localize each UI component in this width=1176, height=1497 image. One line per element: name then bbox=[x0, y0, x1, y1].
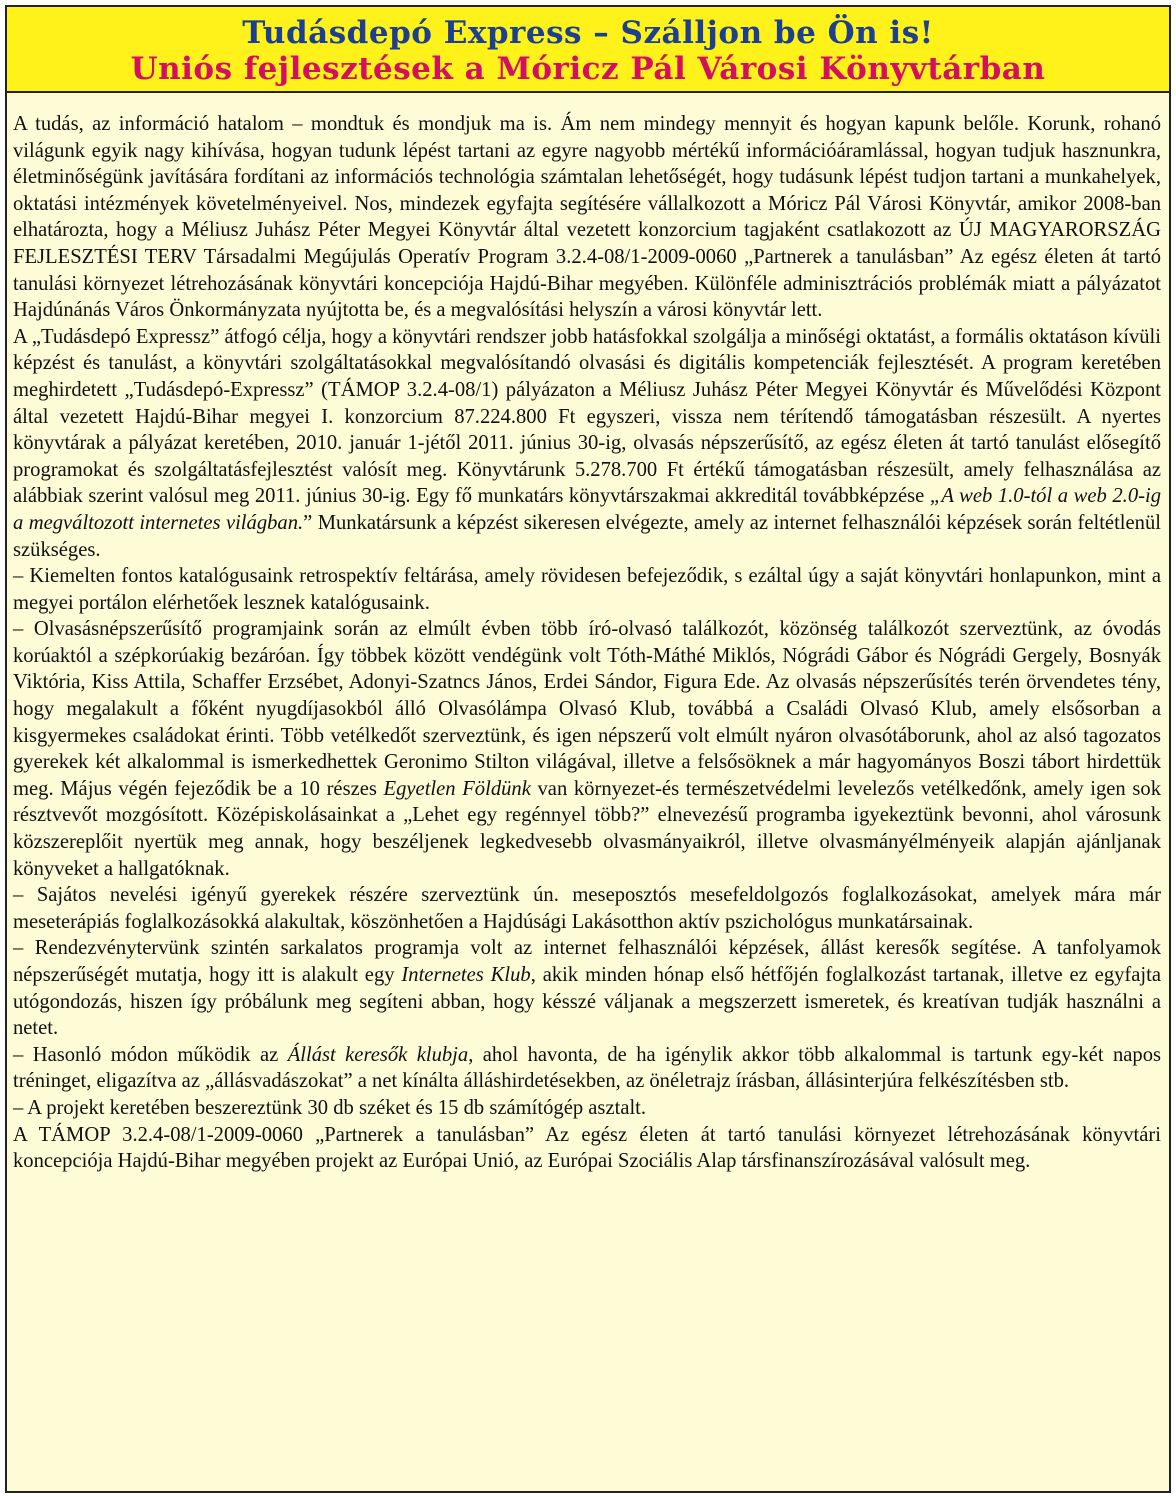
article-frame bbox=[5, 5, 1171, 1493]
paragraph-funding: A TÁMOP 3.2.4-08/1-2009-0060 „Partnerek a tanulásban” Az egész életen át tartó tanulási környezet létrehozásának könyvtári koncepciója Hajdú-Bihar megyében projekt az Európai Unió, az Európai Szociális Alap társfinanszírozásával valósult meg. bbox=[13, 1123, 1161, 1173]
article-header bbox=[7, 7, 1169, 93]
paragraph-catalog: – Kiemelten fontos katalógusaink retrospektív feltárása, amely rövidesen befejeződik, s ezáltal úgy a saját könyvtári honlapunkon, mint a megyei portálon elérhetőek lesznek katalógusaink. bbox=[13, 565, 1161, 614]
paragraph-text: , ahol havonta, de ha igénylik akkor több alkalommal is tartunk egy-két napos tréninget, eligazítva az „állásvadászokat” a net kínálta álláshirdetésekben, az önéletrajz írásban, állásinterjúra felkészítésben stb. bbox=[13, 1043, 1161, 1093]
paragraph-job-seekers bbox=[13, 1042, 1161, 1095]
paragraph-text: van környezet-és természetvédelmi levelezős vetélkedőnk, amely igen sok résztvevőt mozgósított. Középiskolásainkat a „Lehet egy regénnyel több?” elnevezésű programba igyekeztünk bevonni, ahol városunk közszereplőit nyertük meg annak, hogy beszéljenek legkedvesebb olvasmányaikról, illetve olvasmányélményeik alapján ajánljanak könyveket a hallgatóknak. bbox=[13, 777, 1161, 880]
article-subtitle: Uniós fejlesztések a Móricz Pál Városi Könyvtárban bbox=[130, 51, 1046, 87]
article-title: Tudásdepó Express – Szálljon be Ön is! bbox=[242, 15, 934, 51]
paragraph-special-needs: – Sajátos nevelési igényű gyerekek részére szerveztünk ún. meseposztós mesefeldolgozós foglalkozásokat, amelyek mára már meseterápiás foglalkozásokká alakultak, köszönhetően a Hajdúsági Lakásotthon aktív pszichológus munkatársainak. bbox=[13, 884, 1161, 933]
paragraph-text: – Olvasásnépszerűsítő programjaink során az elmúlt évben több író-olvasó találkozót, közönség találkozót szerveztünk, az óvodás korúaktól a szépkorúakig bezáróan. Így többek között vendégünk volt Tóth-Máthé Miklós, Nógrádi Gábor és Nógrádi Gergely, Bosnyák Viktória, Kiss Attila, Schaffer Erzsébet, Adonyi-Szatncs János, Erdei Sándor, Figura Ede. Az olvasás népszerűsítés terén örvendetes tény, hogy megalakult a főként nyugdíjasokból álló Olvasólámpa Olvasó Klub, továbbá a Családi Olvasó Klub, amely elsősorban a kisgyermekes családokat érinti. Több vetélkedőt szerveztünk, és igen népszerű volt elmúlt nyáron olvasótáborunk, ahol az alsó tagozatos gyerekek két alkalommal is ismerkedhettek Geronimo Stilton világával, illetve a felsősöknek a már hagyományos Boszi tábort hirdettük meg. Május végén fejeződik be a 10 részes bbox=[13, 618, 1161, 800]
paragraph-intro: A tudás, az információ hatalom – mondtuk és mondjuk ma is. Ám nem mindegy mennyit és hogyan kapunk belőle. Korunk, rohanó világunk egyik nagy kihívása, hogyan tudunk lépést tartani az egyre nagyobb mértékű információáramlással, hogyan tudjuk hasznunkra, életminőségünk javítására fordítani az információs technológia számtalan lehetőségét, hogy tudásunk lépést tudjon tartani a munkahelyek, oktatási intézmények követelményeivel. Nos, mindezek egyfajta segítésére vállalkozott a Móricz Pál Városi Könyvtár, amikor 2008-ban elhatározta, hogy a Méliusz Juhász Péter Megyei Könyvtár által vezetett konzorcium tagjaként csatlakozott az ÚJ MAGYARORSZÁG FEJLESZTÉSI TERV Társadalmi Megújulás Operatív Program 3.2.4-08/1-2009-0060 „Partnerek a tanulásban” Az egész életen át tartó tanulási környezet létrehozásának könyvtári koncepciója Hajdú-Bihar megyében. Különféle adminisztrációs problémák miatt a pályázatot Hajdúnánás Város Önkormányzata nyújtotta be, és a megvalósítási helyszín a városi könyvtár lett. bbox=[13, 113, 1161, 322]
paragraph-text: ” Munkatársunk a képzést sikeresen elvégezte, amely az internet felhasználói képzések során feltétlenül szükséges. bbox=[13, 511, 1161, 561]
paragraph-equipment: – A projekt keretében beszereztünk 30 db széket és 15 db számítógép asztalt. bbox=[13, 1096, 647, 1119]
club-name: Internetes Klub bbox=[401, 964, 531, 986]
contest-title: Egyetlen Földünk bbox=[383, 777, 531, 800]
paragraph-internet-training bbox=[13, 935, 1161, 1041]
paragraph-program-goal bbox=[13, 324, 1161, 563]
paragraph-text: – Rendezvénytervünk szintén sarkalatos programja volt az internet felhasználói képzések, állást keresők segítése. A tanfolyamok népszerűségét mutatja, hogy itt is alakult egy bbox=[13, 937, 1161, 986]
paragraph-reading-programs bbox=[13, 616, 1161, 882]
paragraph-text: – Hasonló módon működik az bbox=[13, 1043, 288, 1066]
club-name: Állást keresők klubja bbox=[287, 1043, 469, 1066]
paragraph-text: , akik minden hónap első hétfőjén foglalkozást tartanak, illetve ez egyfajta utógondozás, hiszen így próbálunk meg segíteni abban, hogy késszé váljanak a megszerzett ismeretek, és kreatívan tudják használni a netet. bbox=[13, 964, 1162, 1040]
course-title: „A web 1.0-tól a web 2.0-ig a megváltozott internetes világban. bbox=[13, 485, 1162, 534]
paragraph-text: A „Tudásdepó Expressz” átfogó célja, hogy a könyvtári rendszer jobb hatásfokkal szolgálja a minőségi oktatást, a formális oktatáson kívüli képzést és tanulást, a könyvtári szolgáltatásokkal megvalósítandó olvasási és digitális kompetenciák fejlesztését. A program keretében meghirdetett „Tudásdepó-Expressz” (TÁMOP 3.2.4-08/1) pályázaton a Méliusz Juhász Péter Megyei Könyvtár és Művelődési Központ által vezetett Hajdú-Bihar megyei I. konzorcium 87.224.800 Ft egyszeri, vissza nem térítendő támogatásban részesült. A nyertes könyvtárak a pályázat keretében, 2010. január 1-jétől 2011. június 30-ig, olvasás népszerűsítő, az egész életen át tartó tanulást elősegítő programokat és szolgáltatásfejlesztést valósít meg. Könyvtárunk 5.278.700 Ft értékű támogatásban részesült, amely felhasználása az alábbiak szerint valósul meg 2011. június 30-ig. Egy fő munkatárs könyvtárszakmai akkreditál továbbképzése bbox=[13, 325, 1161, 508]
article-body bbox=[7, 93, 1169, 1175]
